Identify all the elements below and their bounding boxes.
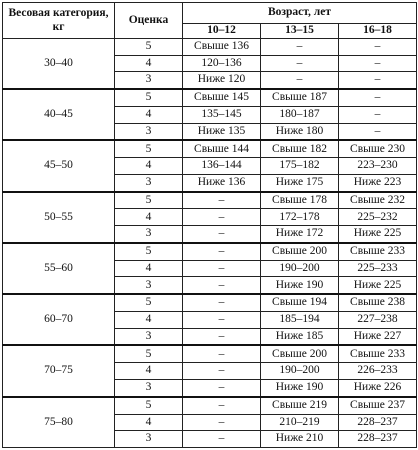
value-cell: – (183, 328, 261, 345)
value-cell: – (183, 243, 261, 260)
table-row (3, 345, 417, 362)
value-cell: – (183, 192, 261, 209)
value-cell: Ниже 225 (339, 226, 417, 243)
value-cell: – (339, 123, 417, 140)
value-cell: Ниже 180 (261, 123, 339, 140)
grade-cell: 5 (115, 89, 183, 106)
weight-category-cell: 55–60 (3, 243, 115, 294)
table-row (3, 192, 417, 209)
header-age-group: 13–15 (261, 24, 339, 39)
table-row (3, 89, 417, 106)
value-cell: – (183, 397, 261, 414)
value-cell: Ниже 226 (339, 379, 417, 396)
value-cell: – (183, 414, 261, 431)
value-cell: 223–230 (339, 158, 417, 175)
value-cell: – (339, 55, 417, 72)
value-cell: – (261, 72, 339, 89)
value-cell: – (183, 294, 261, 311)
grade-cell: 4 (115, 158, 183, 175)
table-header (3, 3, 417, 39)
grade-cell: 5 (115, 140, 183, 157)
value-cell: Свыше 182 (261, 140, 339, 157)
value-cell: – (183, 345, 261, 362)
value-cell: Свыше 232 (339, 192, 417, 209)
value-cell: – (261, 39, 339, 56)
value-cell: Свыше 237 (339, 397, 417, 414)
table-row (3, 294, 417, 311)
table-row (3, 243, 417, 260)
value-cell: 175–182 (261, 158, 339, 175)
value-cell: 180–187 (261, 106, 339, 123)
value-cell: Свыше 178 (261, 192, 339, 209)
grade-cell: 5 (115, 243, 183, 260)
value-cell: Свыше 233 (339, 243, 417, 260)
value-cell: – (183, 363, 261, 380)
grade-cell: 4 (115, 311, 183, 328)
value-cell: Свыше 238 (339, 294, 417, 311)
value-cell: Свыше 200 (261, 345, 339, 362)
grade-cell: 4 (115, 363, 183, 380)
table-body (3, 39, 417, 448)
grade-cell: 5 (115, 345, 183, 362)
value-cell: – (261, 55, 339, 72)
value-cell: Ниже 135 (183, 123, 261, 140)
header-age: Возраст, лет (183, 3, 417, 24)
value-cell: – (339, 72, 417, 89)
value-cell: 226–233 (339, 363, 417, 380)
grade-cell: 3 (115, 277, 183, 294)
weight-category-cell: 70–75 (3, 345, 115, 396)
weight-category-cell: 75–80 (3, 397, 115, 448)
value-cell: Ниже 223 (339, 174, 417, 191)
value-cell: – (183, 209, 261, 226)
value-cell: Свыше 136 (183, 39, 261, 56)
value-cell: Свыше 219 (261, 397, 339, 414)
grade-cell: 4 (115, 209, 183, 226)
value-cell: Свыше 144 (183, 140, 261, 157)
value-cell: – (339, 106, 417, 123)
weight-category-cell: 60–70 (3, 294, 115, 345)
value-cell: 228–237 (339, 414, 417, 431)
value-cell: Ниже 210 (261, 431, 339, 448)
value-cell: Ниже 136 (183, 174, 261, 191)
value-cell: Свыше 145 (183, 89, 261, 106)
value-cell: – (183, 431, 261, 448)
grade-cell: 5 (115, 192, 183, 209)
grade-cell: 5 (115, 39, 183, 56)
grade-cell: 4 (115, 260, 183, 277)
value-cell: Ниже 185 (261, 328, 339, 345)
value-cell: 136–144 (183, 158, 261, 175)
value-cell: 190–200 (261, 363, 339, 380)
value-cell: Ниже 190 (261, 277, 339, 294)
value-cell: 172–178 (261, 209, 339, 226)
value-cell: – (183, 277, 261, 294)
grade-cell: 3 (115, 123, 183, 140)
value-cell: Ниже 227 (339, 328, 417, 345)
value-cell: Ниже 225 (339, 277, 417, 294)
value-cell: – (183, 260, 261, 277)
value-cell: – (339, 89, 417, 106)
norms-table (2, 2, 417, 448)
value-cell: Свыше 194 (261, 294, 339, 311)
header-row-top (3, 3, 417, 24)
grade-cell: 3 (115, 431, 183, 448)
header-grade: Оценка (115, 3, 183, 39)
value-cell: 225–232 (339, 209, 417, 226)
table-row (3, 39, 417, 56)
value-cell: 120–136 (183, 55, 261, 72)
grade-cell: 4 (115, 106, 183, 123)
weight-category-cell: 40–45 (3, 89, 115, 140)
table-wrapper (2, 2, 416, 448)
value-cell: Ниже 190 (261, 379, 339, 396)
value-cell: Свыше 233 (339, 345, 417, 362)
grade-cell: 4 (115, 414, 183, 431)
value-cell: – (183, 379, 261, 396)
value-cell: Ниже 172 (261, 226, 339, 243)
grade-cell: 5 (115, 397, 183, 414)
header-age-group: 10–12 (183, 24, 261, 39)
value-cell: 210–219 (261, 414, 339, 431)
grade-cell: 3 (115, 72, 183, 89)
grade-cell: 3 (115, 174, 183, 191)
table-row (3, 140, 417, 157)
weight-category-cell: 45–50 (3, 140, 115, 191)
grade-cell: 3 (115, 226, 183, 243)
value-cell: Ниже 175 (261, 174, 339, 191)
value-cell: 228–237 (339, 431, 417, 448)
value-cell: Свыше 200 (261, 243, 339, 260)
value-cell: 190–200 (261, 260, 339, 277)
header-age-group: 16–18 (339, 24, 417, 39)
value-cell: 227–238 (339, 311, 417, 328)
weight-category-cell: 50–55 (3, 192, 115, 243)
header-weight-category: Весовая категория, кг (3, 3, 115, 39)
value-cell: – (183, 311, 261, 328)
value-cell: 185–194 (261, 311, 339, 328)
value-cell: Ниже 120 (183, 72, 261, 89)
value-cell: – (339, 39, 417, 56)
grade-cell: 4 (115, 55, 183, 72)
grade-cell: 5 (115, 294, 183, 311)
value-cell: 225–233 (339, 260, 417, 277)
grade-cell: 3 (115, 379, 183, 396)
value-cell: 135–145 (183, 106, 261, 123)
value-cell: – (183, 226, 261, 243)
value-cell: Свыше 187 (261, 89, 339, 106)
grade-cell: 3 (115, 328, 183, 345)
table-row (3, 397, 417, 414)
value-cell: Свыше 230 (339, 140, 417, 157)
weight-category-cell: 30–40 (3, 39, 115, 90)
